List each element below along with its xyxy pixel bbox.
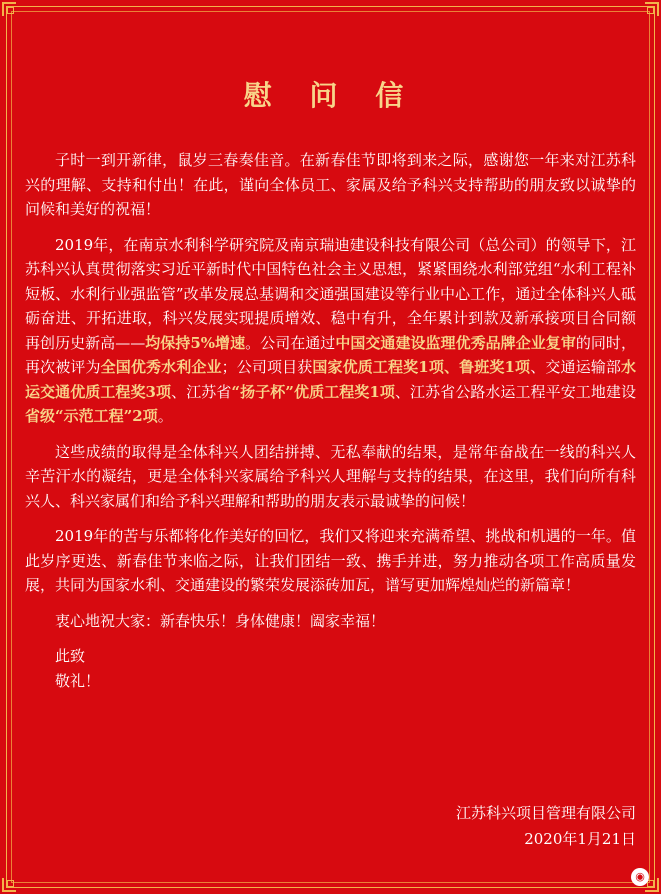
signature-date: 2020年1月21日 [524, 830, 636, 848]
paragraph-wishes: 衷心地祝大家：新春快乐！身体健康！阖家幸福！ [55, 611, 386, 630]
weibo-logo-icon: ◉ [631, 868, 649, 886]
closing-line-1: 此致 [55, 647, 86, 665]
text-segment: 的同时，再次被评为 [25, 333, 636, 376]
text-segment: 2019年，在南京水利科学研究院及南京瑞迪建设科技有限公司（总公司）的领导下，江苏科兴认真贯彻落实习近平新时代中国特色社会主义思想，紧紧围绕水利部党组“水利工程补短板、水利行业强监管”改革发展总基调和交通强国建设等行业中心工作，通过全体科兴人砥砺奋进、开拓进取，科兴发展实现提质增效、稳中有升，全年累计到款及新承接项目合同额再创历史新高—— [25, 235, 636, 352]
text-segment: ；公司项目获 [221, 358, 313, 376]
paragraph-outlook: 2019年的苦与乐都将化作美好的回忆，我们又将迎来充满希望、挑战和机遇的一年。值此岁序更迭、新春佳节来临之际，让我们团结一致、携手并进，努力推动各项工作高质量发展，共同为国家水利、交通建设的繁荣发展添砖加瓦，谱写更加辉煌灿烂的新篇章！ [25, 527, 636, 594]
highlight-waterway-award: 水运交通优质工程奖3项 [25, 358, 636, 401]
corner-ornament-top-right [645, 2, 659, 16]
closing-line-2: 敬礼！ [55, 671, 101, 690]
highlight-growth: 均保持5%增速 [145, 333, 246, 352]
paragraph-greeting: 子时一到开新律，鼠岁三春奏佳音。在新春佳节即将到来之际，感谢您一年来对江苏科兴的理解、支持和付出！在此，谨向全体员工、家属及给予科兴支持帮助的朋友致以诚挚的问候和美好的祝福！ [25, 151, 636, 218]
text-segment: 、江苏省公路水运工程平安工地建设 [394, 382, 636, 401]
corner-ornament-top-left [2, 2, 16, 16]
highlight-national-award: 全国优秀水利企业 [100, 358, 222, 376]
corner-ornament-bottom-left [2, 878, 16, 892]
signature-block [456, 800, 636, 852]
text-segment: 、江苏省 [171, 382, 232, 401]
letter-body [25, 148, 636, 693]
highlight-model-project: 省级“示范工程”2项 [25, 407, 158, 425]
paragraph-thanks: 这些成绩的取得是全体科兴人团结拼搏、无私奉献的结果，是常年奋战在一线的科兴人辛苦汗水的凝结，更是全体科兴家属给予科兴人理解与支持的结果，在这里，我们向所有科兴人、科兴家属们和给予科兴理解和帮助的朋友表示最诚挚的问候！ [25, 442, 636, 510]
text-segment: 。 [157, 407, 173, 425]
paragraph-achievements [25, 233, 636, 429]
highlight-luban-award: 国家优质工程奖1项、鲁班奖1项 [312, 358, 531, 376]
text-segment: 、交通运输部 [530, 358, 621, 376]
text-segment: 。公司在通过 [245, 333, 336, 352]
signature-company: 江苏科兴项目管理有限公司 [455, 804, 636, 822]
letter-title: 慰 问 信 [243, 79, 418, 112]
letter-closing [25, 644, 636, 693]
highlight-brand-review: 中国交通建设监理优秀品牌企业复审 [335, 333, 576, 352]
highlight-yangzi-cup: “扬子杯”优质工程奖1项 [231, 382, 395, 401]
